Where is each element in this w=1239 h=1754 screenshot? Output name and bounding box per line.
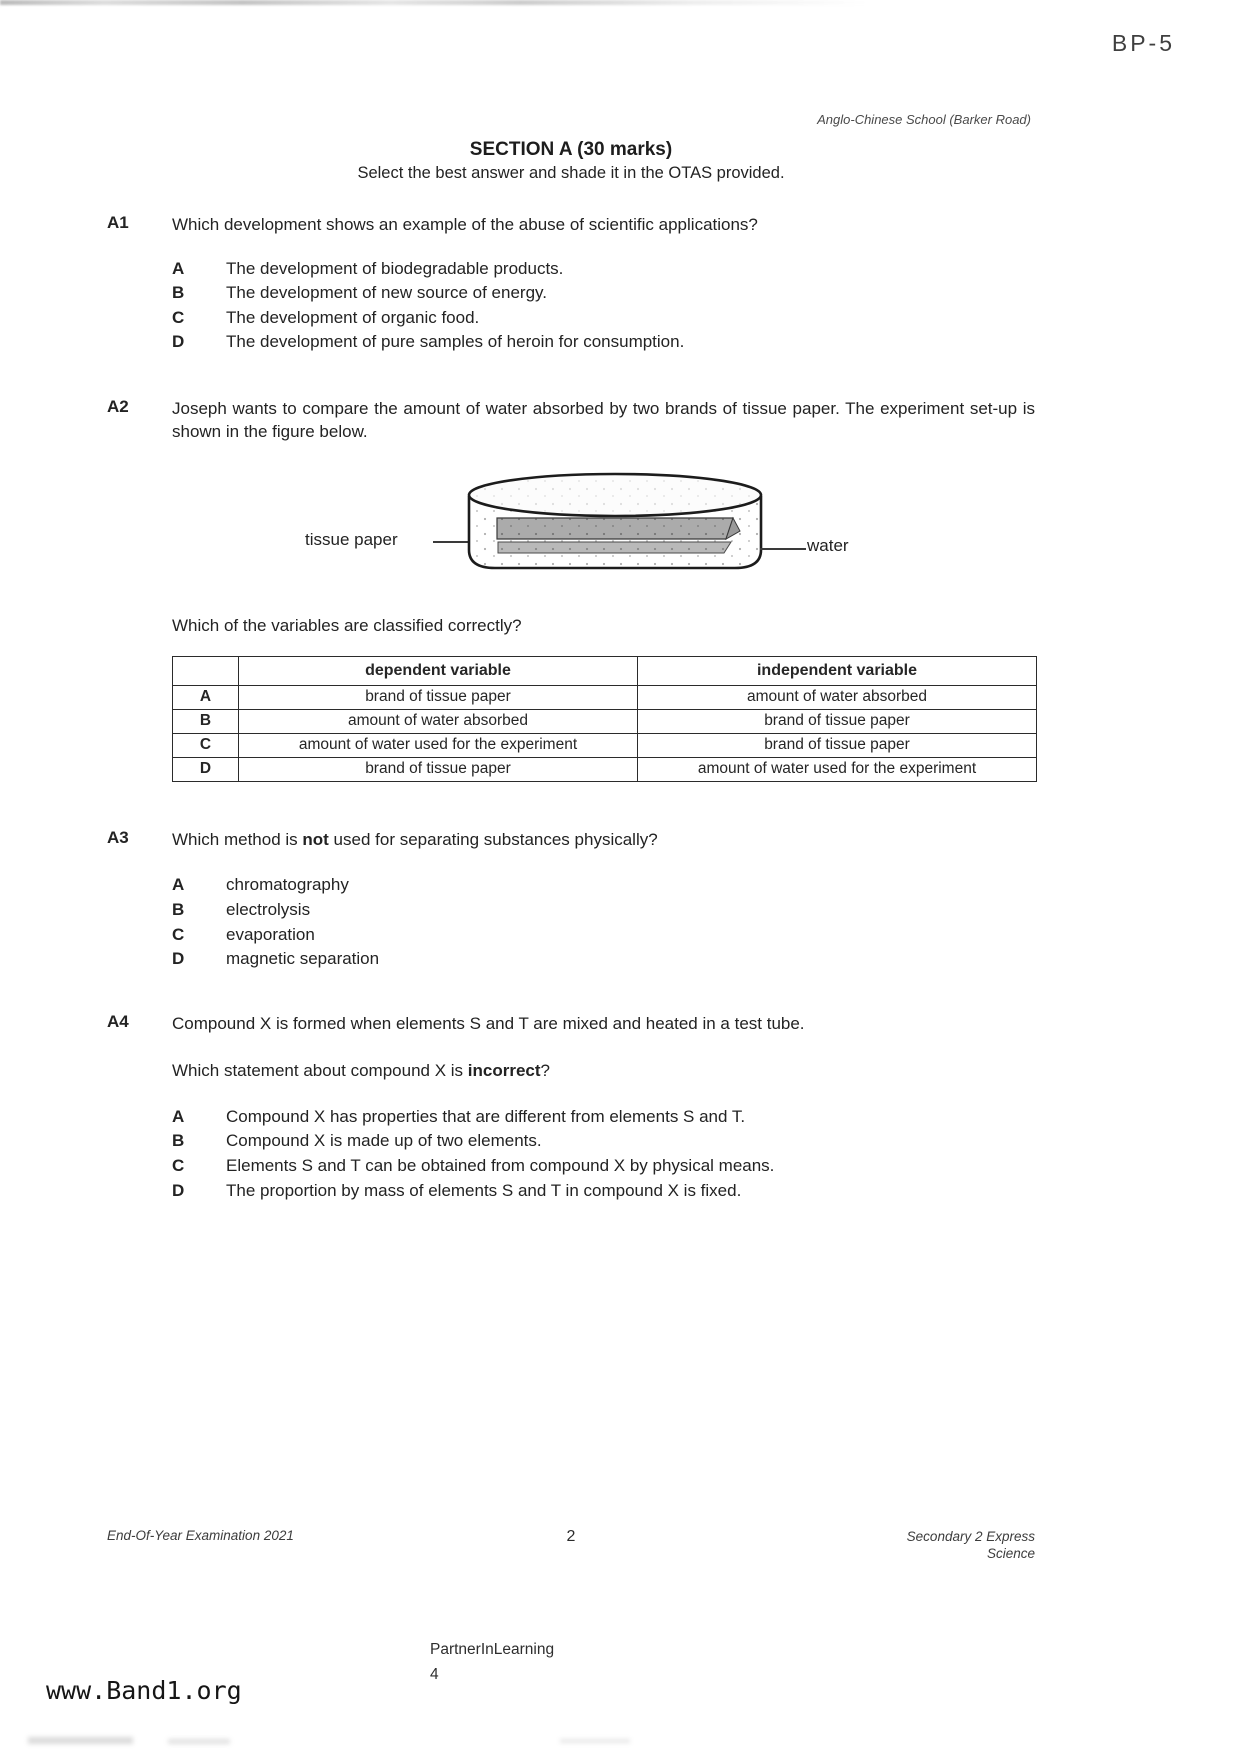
footer-subject: Science (986, 1546, 1035, 1561)
row-dependent: amount of water used for the experiment (239, 733, 638, 757)
scan-artifact-bottom (28, 1737, 133, 1744)
footer-level: Secondary 2 Express (906, 1529, 1035, 1544)
a2-subquestion: Which of the variables are classified correctly? (172, 615, 522, 635)
option-letter: A (172, 258, 185, 278)
question-a2 (107, 397, 1035, 444)
page-corner-code: BP-5 (1111, 30, 1175, 56)
section-title: SECTION A (30 marks) (469, 139, 673, 160)
page-footer (107, 1528, 1035, 1562)
options-list (172, 1105, 1035, 1203)
question-text: Joseph wants to compare the amount of water absorbed by two brands of tissue paper. The experiment set-up is shown in the figure below. (172, 398, 1035, 442)
partner-text: PartnerInLearning (430, 1641, 555, 1658)
row-dependent: brand of tissue paper (239, 685, 638, 709)
option-text: Compound X has properties that are different from elements S and T. (226, 1106, 746, 1126)
option-text: The development of new source of energy. (226, 283, 547, 303)
option-letter: D (172, 949, 185, 969)
option-row (172, 873, 1035, 898)
question-number: A3 (107, 827, 129, 847)
page-content (107, 0, 1035, 1203)
question-text-post: used for separating substances physically? (328, 829, 658, 849)
question-text: Which development shows an example of the abuse of scientific applications? (172, 215, 758, 234)
figure-label-water: water (807, 535, 849, 555)
option-text: Elements S and T can be obtained from compound X by physical means. (226, 1155, 775, 1175)
row-letter: B (173, 709, 239, 733)
option-row (172, 281, 1035, 306)
option-letter: A (172, 1106, 185, 1126)
option-row (172, 1179, 1035, 1204)
option-row (172, 947, 1035, 972)
option-letter: C (172, 924, 185, 944)
question-subtext (172, 1059, 1035, 1083)
row-independent: amount of water absorbed (638, 685, 1037, 709)
option-row (172, 1129, 1035, 1154)
question-text: Compound X is formed when elements S and T are mixed and heated in a test tube. (172, 1013, 805, 1033)
subtext-post: ? (540, 1061, 550, 1081)
row-independent: brand of tissue paper (638, 709, 1037, 733)
question-number: A4 (107, 1011, 129, 1031)
row-letter: D (173, 757, 239, 781)
row-independent: brand of tissue paper (638, 733, 1037, 757)
option-letter: C (172, 1155, 185, 1175)
table-header-empty (173, 656, 239, 685)
school-header: Anglo-Chinese School (Barker Road) (817, 112, 1031, 127)
table-header-dependent: dependent variable (239, 656, 638, 685)
option-text: magnetic separation (226, 949, 380, 969)
option-text: The development of organic food. (226, 307, 480, 327)
question-a3 (107, 828, 1035, 972)
site-watermark: www.Band1.org (46, 1676, 242, 1705)
option-letter: A (172, 875, 185, 895)
table-row (173, 709, 1037, 733)
table-header-independent: independent variable (638, 656, 1037, 685)
option-text: chromatography (226, 875, 349, 895)
option-letter: B (172, 1131, 185, 1151)
footer-page-number: 2 (566, 1528, 576, 1545)
option-row (172, 330, 1035, 355)
option-text: The proportion by mass of elements S and T in compound X is fixed. (226, 1180, 742, 1200)
question-text (172, 828, 1035, 852)
scan-artifact-bottom (560, 1739, 630, 1743)
option-text: The development of pure samples of heroin for consumption. (226, 332, 685, 352)
dish-illustration (465, 470, 765, 586)
option-text: Compound X is made up of two elements. (226, 1131, 542, 1151)
question-number: A2 (107, 396, 129, 416)
a2-experiment-figure (107, 470, 1035, 590)
row-dependent: amount of water absorbed (239, 709, 638, 733)
option-text: The development of biodegradable products. (226, 258, 564, 278)
option-letter: B (172, 283, 185, 303)
question-a1 (107, 213, 1035, 355)
partner-page-number: 4 (430, 1666, 439, 1683)
option-letter: D (172, 332, 185, 352)
question-number: A1 (107, 213, 129, 232)
options-list (172, 873, 1035, 971)
table-row (173, 757, 1037, 781)
footer-exam-title: End-Of-Year Examination 2021 (107, 1528, 294, 1543)
footer-course-info (591, 1528, 1035, 1562)
row-letter: A (173, 685, 239, 709)
option-row (172, 306, 1035, 331)
row-letter: C (173, 733, 239, 757)
option-letter: D (172, 1180, 185, 1200)
leader-line-right (760, 548, 806, 550)
question-a4 (107, 1012, 1035, 1203)
figure-label-tissue-paper: tissue paper (305, 529, 398, 549)
option-row (172, 898, 1035, 923)
variables-table (172, 656, 1037, 782)
option-row (172, 257, 1035, 282)
option-letter: C (172, 307, 185, 327)
option-row (172, 1105, 1035, 1130)
subtext-pre: Which statement about compound X is (172, 1061, 468, 1081)
table-row (173, 733, 1037, 757)
question-text-bold: not (302, 829, 329, 849)
option-row (172, 923, 1035, 948)
row-dependent: brand of tissue paper (239, 757, 638, 781)
option-row (172, 1154, 1035, 1179)
option-text: evaporation (226, 924, 315, 944)
subtext-bold: incorrect (467, 1061, 541, 1081)
question-text-pre: Which method is (172, 829, 303, 849)
option-letter: B (172, 899, 185, 919)
row-independent: amount of water used for the experiment (638, 757, 1037, 781)
options-list (172, 257, 1035, 355)
table-header-row (173, 656, 1037, 685)
section-instruction: Select the best answer and shade it in the OTAS provided. (357, 164, 785, 182)
table-row (173, 685, 1037, 709)
option-text: electrolysis (226, 899, 311, 919)
scan-artifact-bottom (168, 1739, 230, 1744)
